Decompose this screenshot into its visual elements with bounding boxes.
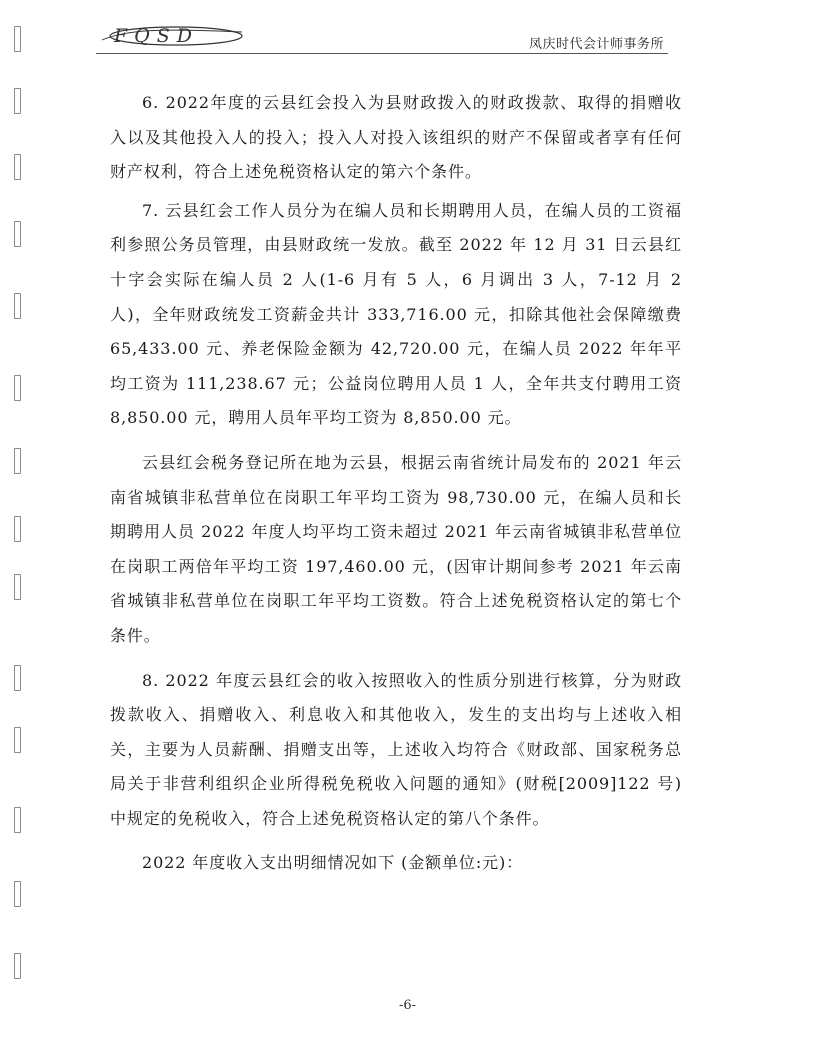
page-header — [96, 24, 668, 50]
binding-mark — [14, 88, 21, 114]
header-rule — [96, 53, 668, 54]
binding-mark — [14, 574, 21, 600]
document-body — [110, 86, 682, 881]
binding-mark — [14, 293, 21, 319]
header-firm-name: 凤庆时代会计师事务所 — [528, 37, 664, 52]
binding-mark — [14, 516, 21, 542]
binding-mark — [14, 727, 21, 753]
binding-mark — [14, 26, 21, 52]
binding-mark — [14, 807, 21, 833]
binding-mark — [14, 953, 21, 979]
paragraph-item-6: 6. 2022年度的云县红会投入为县财政拨入的财政拨款、取得的捐赠收入以及其他投入人的投入；投入人对投入该组织的财产不保留或者享有任何财产权利，符合上述免税资格认定的第六个条件。 — [110, 93, 682, 182]
firm-logo — [96, 24, 246, 48]
paragraph-salary-comparison: 云县红会税务登记所在地为云县，根据云南省统计局发布的 2021 年云南省城镇非私营单位在岗职工年平均工资为 98,730.00 元，在编人员和长期聘用人员 2022 年度人均平均工资未超过 2021 年云南省城镇非私营单位在岗职工两倍年平均工资 197,460.00 元，(因审计期间参考 2021 年云南省城镇非私营单位在岗职工年平均工资数。符合上述免税资格认定的第七个条件。 — [110, 452, 682, 645]
page-number: -6- — [398, 998, 417, 1013]
binding-mark — [14, 665, 21, 691]
binding-mark — [14, 154, 21, 180]
binding-mark — [14, 881, 21, 907]
binding-mark — [14, 375, 21, 401]
svg-text:FQSD: FQSD — [114, 25, 200, 47]
paragraph-item-7: 7. 云县红会工作人员分为在编人员和长期聘用人员，在编人员的工资福利参照公务员管理，由县财政统一发放。截至 2022 年 12 月 31 日云县红十字会实际在编人员 2 人(1-6 月有 5 人，6 月调出 3 人，7-12 月 2 人)，全年财政统发工资薪金共计 333,716.00 元，扣除其他社会保障缴费 65,433.00 元、养老保险金额为 42,720.00 元，在编人员 2022 年年平均工资为 111,238.67 元；公益岗位聘用人员 1 人，全年共支付聘用工资 8,850.00 元，聘用人员年平均工资为 8,850.00 元。 — [110, 200, 682, 428]
binding-hole-marks — [14, 0, 28, 1055]
paragraph-item-8: 8. 2022 年度云县红会的收入按照收入的性质分别进行核算，分为财政拨款收入、捐赠收入、利息收入和其他收入，发生的支出均与上述收入相关，主要为人员薪酬、捐赠支出等，上述收入均符合《财政部、国家税务总局关于非营利组织企业所得税免税收入问题的通知》(财税[2009]122 号) 中规定的免税收入，符合上述免税资格认定的第八个条件。 — [110, 670, 682, 828]
binding-mark — [14, 448, 21, 474]
paragraph-table-intro: 2022 年度收入支出明细情况如下 (金额单位:元)： — [142, 853, 524, 873]
binding-mark — [14, 221, 21, 247]
